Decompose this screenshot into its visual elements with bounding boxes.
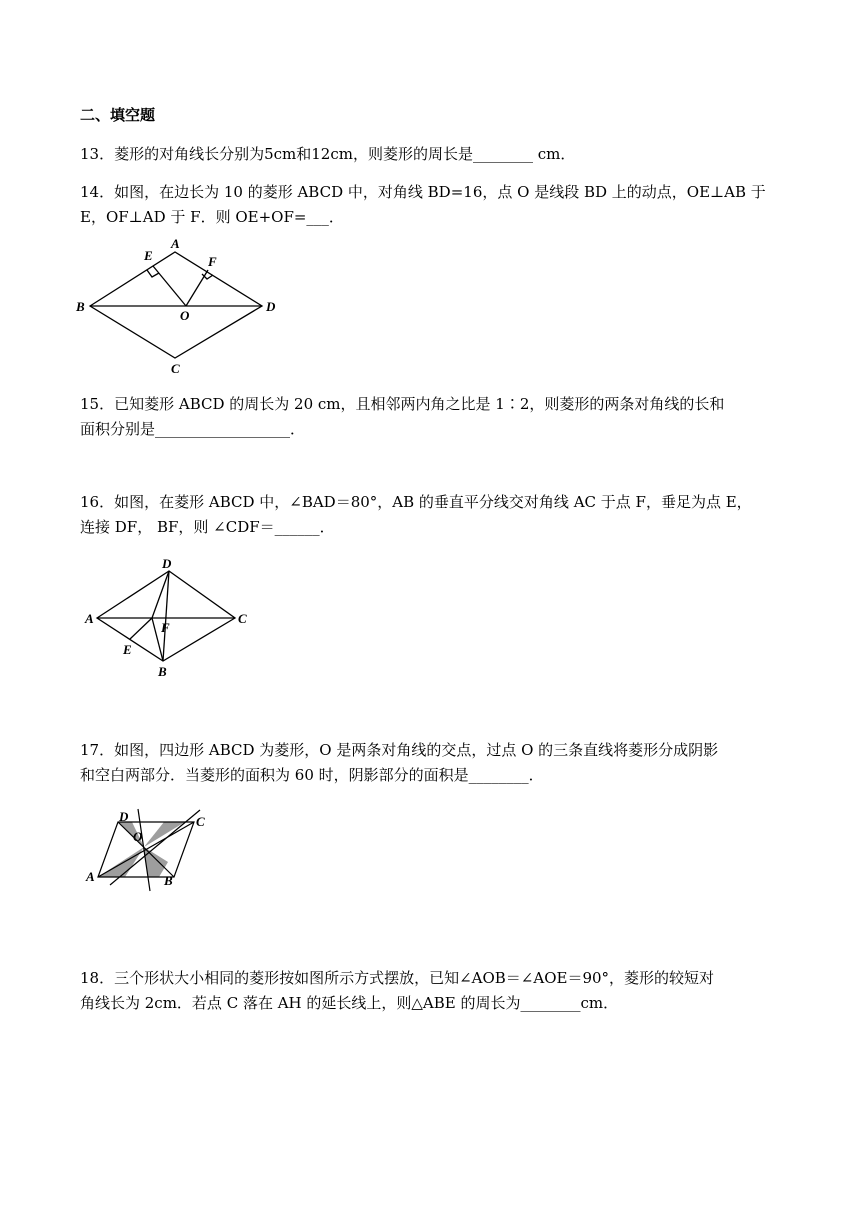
question-13: 13．菱形的对角线长分别为5cm和12cm，则菱形的周长是________ cm． <box>80 145 576 163</box>
label-c: C <box>196 814 205 829</box>
label-b: B <box>76 299 85 314</box>
question-14-line-1: 14．如图，在边长为 10 的菱形 ABCD 中，对角线 BD=16，点 O 是线段 BD 上的动点，OE⊥AB 于 <box>80 183 766 201</box>
label-o: O <box>180 308 190 323</box>
label-a: A <box>171 236 180 251</box>
label-b: B <box>164 873 173 888</box>
figure-q17-shaded-rhombus <box>82 805 222 900</box>
label-c: C <box>171 361 180 376</box>
section-title: 二、填空题 <box>80 106 156 124</box>
question-16-line-2: 连接 DF， BF，则 ∠CDF＝______． <box>80 518 335 536</box>
label-o: O <box>133 829 143 844</box>
label-a: A <box>86 869 95 884</box>
question-15-line-1: 15．已知菱形 ABCD 的周长为 20 cm，且相邻两内角之比是 1∶2，则菱形的两条对角线的长和 <box>80 395 725 413</box>
label-b: B <box>158 664 167 679</box>
question-15-line-2: 面积分别是__________________． <box>80 420 306 438</box>
question-17-line-2: 和空白两部分．当菱形的面积为 60 时，阴影部分的面积是________． <box>80 766 544 784</box>
question-17-line-1: 17．如图，四边形 ABCD 为菱形，O 是两条对角线的交点，过点 O 的三条直线将菱形分成阴影 <box>80 741 719 759</box>
label-e: E <box>123 642 132 657</box>
figure-q16-rhombus <box>80 555 270 680</box>
label-c: C <box>238 611 247 626</box>
label-f: F <box>208 254 217 269</box>
question-16-line-1: 16．如图，在菱形 ABCD 中，∠BAD＝80°，AB 的垂直平分线交对角线 AC 于点 F，垂足为点 E， <box>80 493 752 511</box>
question-18-line-1: 18．三个形状大小相同的菱形按如图所示方式摆放，已知∠AOB＝∠AOE＝90°，菱形的较短对 <box>80 969 715 987</box>
question-14-line-2: E，OF⊥AD 于 F．则 OE+OF=___． <box>80 208 344 226</box>
label-d: D <box>266 299 276 314</box>
label-a: A <box>85 611 94 626</box>
label-d: D <box>162 556 172 571</box>
figure-q14-rhombus <box>70 232 290 377</box>
label-e: E <box>144 248 153 263</box>
label-d: D <box>119 809 129 824</box>
question-18-line-2: 角线长为 2cm．若点 C 落在 AH 的延长线上，则△ABE 的周长为________cm． <box>80 994 619 1012</box>
label-f: F <box>161 620 170 635</box>
